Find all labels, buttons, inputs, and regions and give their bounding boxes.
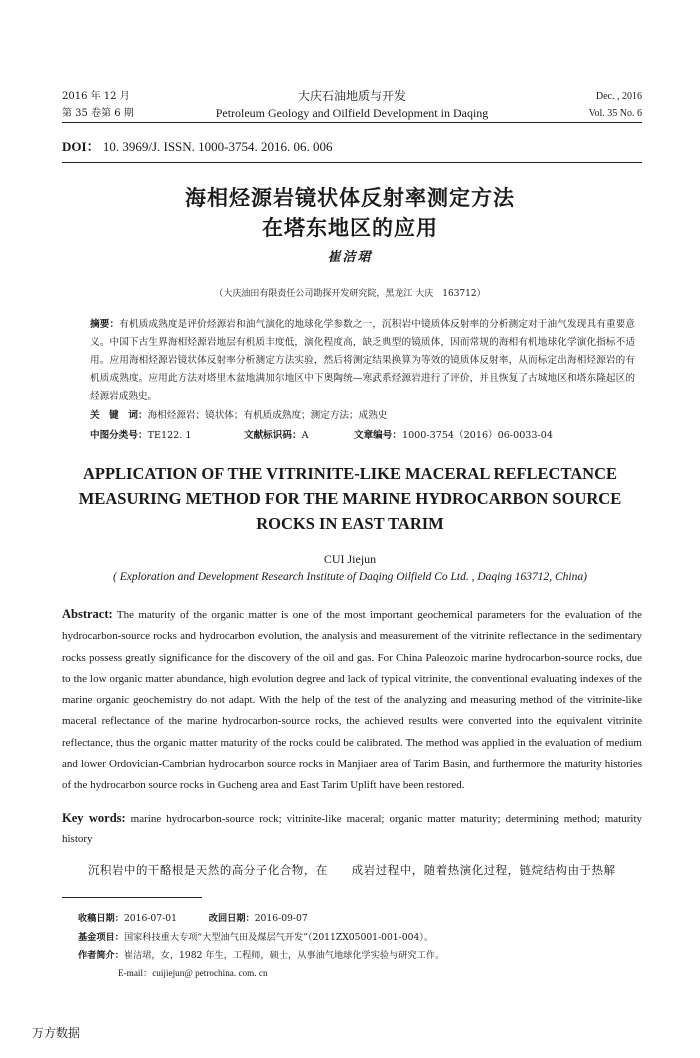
- received-value: 2016-07-01: [123, 913, 177, 924]
- fund-value: 国家科技重大专项“大型油气田及煤层气开发”（2011ZX05001-001-004）。: [123, 932, 434, 943]
- footnote-rule: [62, 897, 202, 898]
- affiliation-en: ( Exploration and Development Research Institute of Daqing Oilfield Co Ltd. , Daqing 163712, China): [113, 571, 587, 583]
- bio-value: 崔洁珺，女，1982 年生，工程师，硕士，从事油气地球化学实验与研究工作。: [123, 950, 445, 961]
- clc-number: [90, 427, 191, 441]
- affiliation-cn: （大庆油田有限责任公司勘探开发研究院，黑龙江 大庆 163712）: [214, 289, 486, 299]
- title-cn-line1: 海相烃源岩镜状体反射率测定方法: [185, 186, 515, 210]
- title-en: [0, 461, 700, 536]
- abstract-cn-label: 摘要：: [90, 319, 120, 330]
- author-cn: 崔洁珺: [327, 250, 373, 265]
- footnote-fund: [78, 929, 433, 943]
- doc-code-label: 文献标识码：: [244, 430, 302, 441]
- abstract-cn: [90, 316, 635, 406]
- abstract-en: [62, 604, 642, 797]
- title-en-line2: MEASURING METHOD FOR THE MARINE HYDROCARBON SOURCE: [78, 489, 622, 508]
- keywords-cn-text: 海相烃源岩；镜状体；有机质成熟度；测定方法；成熟史: [147, 410, 388, 421]
- article-number: [354, 427, 553, 441]
- bio-label: 作者简介：: [78, 950, 124, 961]
- header-date-cn: 2016 年 12 月: [62, 91, 130, 102]
- header-rule: [62, 122, 642, 123]
- body-first-line: 沉积岩中的干酪根是天然的高分子化合物，在 成岩过程中，随着热演化过程，链烷结构由于热解: [88, 863, 616, 877]
- doi-line: DOI： 10. 3969/J. ISSN. 1000-3754. 2016. 06. 006: [62, 139, 333, 154]
- footnote-bio: [78, 947, 444, 961]
- keywords-cn-label: 关 键 词：: [90, 410, 148, 421]
- wanfang-watermark: 万方数据: [32, 1026, 81, 1040]
- header-date-en: Dec. , 2016: [595, 91, 642, 102]
- doi-rule: [62, 162, 642, 163]
- article-number-label: 文章编号：: [354, 430, 402, 441]
- received-label: 收稿日期：: [78, 913, 124, 924]
- doi-value: 10. 3969/J. ISSN. 1000-3754. 2016. 06. 006: [102, 139, 333, 154]
- doc-code: [244, 427, 309, 441]
- header-center: [62, 88, 642, 122]
- keywords-en: [62, 808, 642, 849]
- abstract-en-text: The maturity of the organic matter is one of the most important geochemical parameters for the evaluation of the hydrocarbon-source rocks and hydrocarbon evolution, the analysis and measurement of the vitrinite reflectance in the sedimentary rocks possess greatly significance for the discovery of the oil and gas. For China Paleozoic marine hydrocarbon-source rocks, due to the low organic matter abundance, high evolution degree and lack of typical vitrinite, the conventional evaluating indexes of the marine organic geochemistry do not adapt. With the help of the test of the analyzing and measuring method of the vitrinite-like maceral reflectance of the marine hydrocarbon-source rocks, the achieved results were converted into the equivalent vitrinite reflectance, thus the organic matter maturity of the rocks could be calibrated. The method was applied in the evaluation of medium and lower Ordovician-Cambrian hydrocarbon source rocks in Manjiaer area of Tarim Basin, and furthermore the maturity histories of the hydrocarbon source rocks in Gucheng area and East Tarim Uplift have been restored.: [62, 609, 642, 792]
- doi-label: DOI: [62, 139, 87, 154]
- keywords-en-label: Key words:: [62, 811, 126, 825]
- clc-value: TE122. 1: [147, 430, 192, 441]
- article-number-value: 1000-3754（2016）06-0033-04: [401, 430, 553, 441]
- title-cn-line2: 在塔东地区的应用: [262, 216, 438, 240]
- journal-name-cn: 大庆石油地质与开发: [297, 89, 406, 103]
- title-en-line3: ROCKS IN EAST TARIM: [256, 514, 444, 533]
- clc-label: 中图分类号：: [90, 430, 148, 441]
- fund-label: 基金项目：: [78, 932, 124, 943]
- header-right: [589, 88, 642, 122]
- keywords-en-text: marine hydrocarbon-source rock; vitrinite-like maceral; organic matter maturity; determining method; maturity history: [62, 813, 642, 845]
- running-header: [62, 88, 642, 122]
- keywords-cn: [90, 407, 387, 421]
- journal-name-en: Petroleum Geology and Oilfield Development in Daqing: [215, 106, 489, 120]
- abstract-cn-text: 有机质成熟度是评价烃源岩和油气演化的地球化学参数之一，沉积岩中镜质体反射率的分析测定对于油气发现具有重要意义。中国下古生界海相烃源岩地层有机质丰度低，演化程度高，缺乏典型的镜质体，因而常规的海相有机地球化学演化指标不适用。应用海相烃源岩镜状体反射率分析测定方法实验，然后将测定结果换算为等效的镜质体反射率，从而标定出海相烃源岩的有机质成熟度。应用此方法对塔里木盆地满加尔地区中下奥陶统—寒武系烃源岩进行了评价，并且恢复了古城地区和塔东隆起区的烃源岩成熟史。: [90, 319, 636, 402]
- abstract-en-label: Abstract:: [62, 607, 113, 621]
- author-en: CUI Jiejun: [323, 552, 377, 566]
- header-volume-cn: 第 35 卷第 6 期: [62, 108, 134, 119]
- footnote-dates: [78, 910, 308, 924]
- title-en-line1: APPLICATION OF THE VITRINITE-LIKE MACERAL REFLECTANCE: [82, 464, 618, 483]
- revised-value: 2016-09-07: [254, 913, 308, 924]
- header-volume-en: Vol. 35 No. 6: [588, 108, 642, 119]
- footnote-email: E-mail：cuijiejun@ petrochina. com. cn: [118, 968, 268, 978]
- revised-label: 改回日期：: [208, 913, 255, 924]
- doc-code-value: A: [301, 430, 309, 441]
